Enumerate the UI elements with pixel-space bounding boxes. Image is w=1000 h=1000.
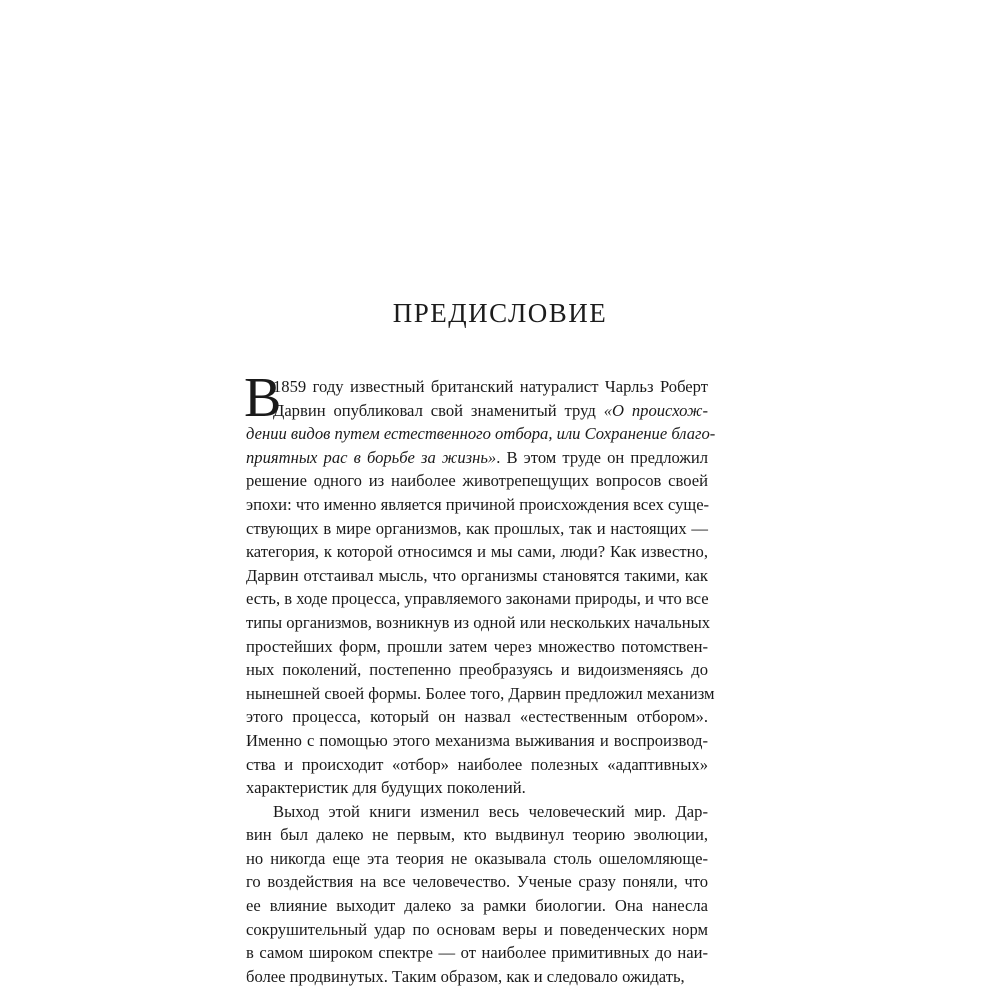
paragraph-1	[244, 367, 716, 800]
text-line	[246, 517, 708, 541]
text-line	[246, 375, 708, 399]
text-line	[246, 446, 708, 470]
text-line: более продвинутых. Таким образом, как и следовало ожидать,	[246, 966, 685, 986]
body-text	[244, 367, 716, 988]
text-line	[246, 587, 708, 611]
text-segment: решение одного из наиболее животрепещущих вопросов своей	[246, 471, 708, 491]
chapter-heading: ПРЕДИСЛОВИЕ	[392, 298, 608, 328]
text-line	[246, 776, 708, 800]
text-line	[246, 753, 708, 777]
text-line	[246, 729, 708, 753]
text-line: в самом широком спектре — от наиболее примитивных до наи-	[246, 943, 708, 963]
text-segment: . В этом труде он предложил	[496, 447, 708, 467]
text-line	[246, 422, 716, 446]
text-segment: есть, в ходе процесса, управляемого законами природы, и что все	[246, 589, 709, 609]
text-line: но никогда еще эта теория не оказывала столь ошеломляюще-	[246, 848, 708, 868]
italic-title-segment: дении видов путем естественного отбора, или Сохранение благо-	[246, 424, 716, 444]
text-segment: нынешней своей формы. Более того, Дарвин предложил механизм	[246, 683, 715, 703]
text-line: сокрушительный удар по основам веры и поведенческих норм	[246, 919, 708, 939]
text-line	[246, 469, 708, 493]
text-segment: этого процесса, который он назвал «естественным отбором».	[246, 707, 708, 727]
text-segment: ствующих в мире организмов, как прошлых, так и настоящих —	[246, 518, 708, 538]
text-segment: Дарвин отстаивал мысль, что организмы становятся такими, как	[246, 565, 708, 585]
text-segment: типы организмов, возникнув из одной или нескольких начальных	[246, 612, 711, 632]
italic-title-segment: «О происхож-	[603, 400, 709, 420]
text-line	[246, 540, 708, 564]
italic-title-segment: приятных рас в борьбе за жизнь»	[246, 447, 497, 467]
paragraph-2	[246, 800, 708, 989]
text-segment: Дарвин опубликовал свой знаменитый труд	[273, 400, 604, 420]
text-line	[246, 658, 708, 682]
text-segment: Именно с помощью этого механизма выживания и воспроизвод-	[246, 730, 708, 750]
text-segment: ных поколений, постепенно преобразуясь и видоизменяясь до	[246, 660, 708, 680]
text-segment: простейших форм, прошли затем через множество потомствен-	[246, 636, 708, 656]
text-line	[246, 635, 708, 659]
text-line: вин был далеко не первым, кто выдвинул теорию эволюции,	[246, 825, 708, 845]
text-line: ее влияние выходит далеко за рамки биологии. Она нанесла	[246, 896, 708, 916]
text-line	[246, 564, 708, 588]
text-segment: 1859 году известный британский натуралист Чарльз Роберт	[273, 377, 708, 396]
text-segment: эпохи: что именно является причиной происхождения всех суще-	[246, 494, 710, 514]
text-line	[246, 682, 715, 706]
text-line	[246, 399, 708, 423]
text-line: Выход этой книги изменил весь человеческий мир. Дар-	[273, 801, 708, 821]
text-line: го воздействия на все человечество. Ученые сразу поняли, что	[246, 872, 708, 892]
text-line	[246, 493, 708, 517]
text-line	[246, 611, 711, 635]
drop-cap: В	[244, 367, 282, 429]
text-segment: ства и происходит «отбор» наиболее полезных «адаптивных»	[246, 754, 708, 774]
text-segment: характеристик для будущих поколений.	[246, 778, 526, 798]
text-line	[246, 705, 708, 729]
text-segment: категория, к которой относимся и мы сами, люди? Как известно,	[246, 542, 708, 562]
